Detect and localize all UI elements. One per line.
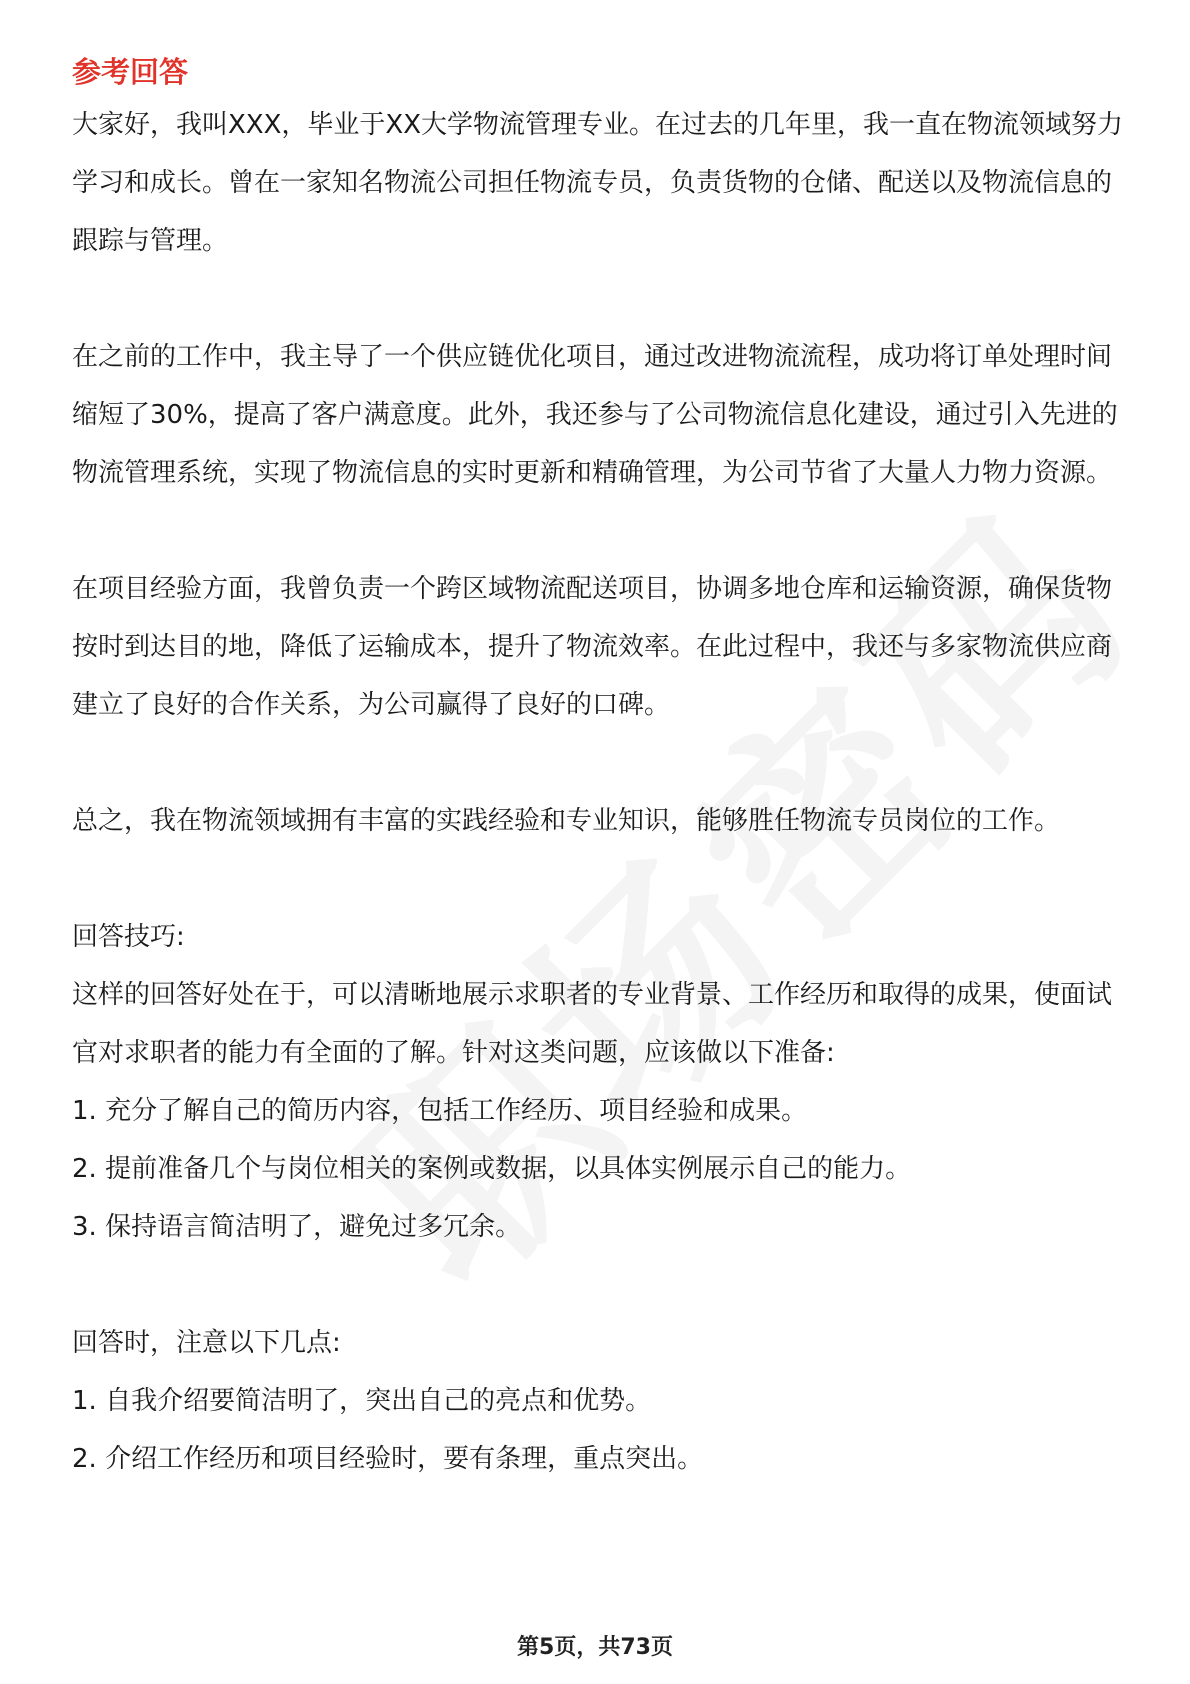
answer-paragraph-1: 大家好，我叫XXX，毕业于XX大学物流管理专业。在过去的几年里，我一直在物流领域努力学习和成长。曾在一家知名物流公司担任物流专员，负责货物的仓储、配送以及物流信息的跟踪与管理。: [72, 110, 1124, 256]
section-title: 参考回答: [72, 55, 189, 89]
list-item: 1. 充分了解自己的简历内容，包括工作经历、项目经验和成果。: [72, 1096, 808, 1126]
page-number: 第5页，共73页: [517, 1635, 673, 1660]
answer-paragraph-3: 在项目经验方面，我曾负责一个跨区域物流配送项目，协调多地仓库和运输资源，确保货物按时到达目的地，降低了运输成本，提升了物流效率。在此过程中，我还与多家物流供应商建立了良好的合作关系，为公司赢得了良好的口碑。: [72, 574, 1113, 720]
list-item: 1. 自我介绍要简洁明了，突出自己的亮点和优势。: [72, 1386, 652, 1416]
document-page: [72, 48, 1132, 1546]
answer-paragraph-4: 总之，我在物流领域拥有丰富的实践经验和专业知识，能够胜任物流专员岗位的工作。: [72, 806, 1061, 836]
tips-list: [72, 1082, 1132, 1256]
answer-paragraph-2: 在之前的工作中，我主导了一个供应链优化项目，通过改进物流流程，成功将订单处理时间缩短了30%，提高了客户满意度。此外，我还参与了公司物流信息化建设，通过引入先进的物流管理系统，实现了物流信息的实时更新和精确管理，为公司节省了大量人力物力资源。: [72, 342, 1118, 488]
list-item: 2. 提前准备几个与岗位相关的案例或数据，以具体实例展示自己的能力。: [72, 1154, 912, 1184]
list-item: 3. 保持语言简洁明了，避免过多冗余。: [72, 1212, 522, 1242]
list-item: 2. 介绍工作经历和项目经验时，要有条理，重点突出。: [72, 1444, 704, 1474]
notes-list: [72, 1372, 1132, 1488]
tips-intro: 这样的回答好处在于，可以清晰地展示求职者的专业背景、工作经历和取得的成果，使面试官对求职者的能力有全面的了解。针对这类问题，应该做以下准备:: [72, 980, 1113, 1068]
notes-title: 回答时，注意以下几点:: [72, 1328, 341, 1358]
tips-title: 回答技巧:: [72, 922, 185, 952]
